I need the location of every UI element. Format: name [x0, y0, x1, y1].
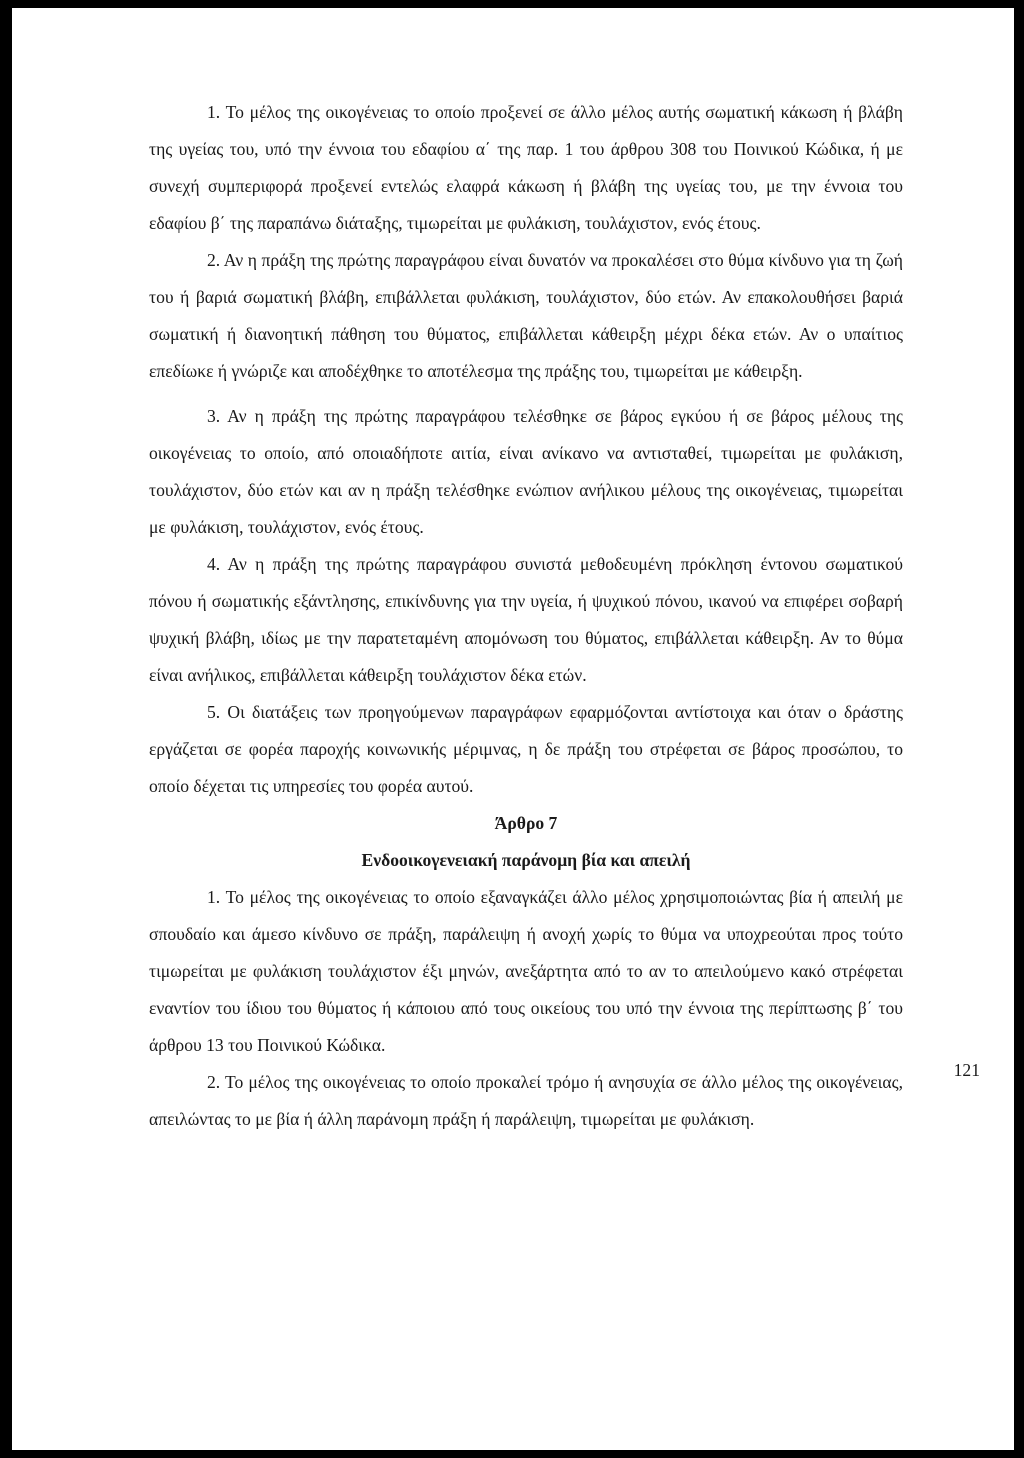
document-body: [149, 94, 903, 1138]
page-number: 121: [953, 1060, 980, 1080]
article-title-heading: Ενδοοικογενειακή παράνομη βία και απειλή: [361, 850, 691, 870]
article-7-paragraph-2: 2. Το μέλος της οικογένειας το οποίο προκαλεί τρόμο ή ανησυχία σε άλλο μέλος της οικογένειας, απειλώντας το με βία ή άλλη παράνομη πράξη ή παράλειψη, τιμωρείται με φυλάκιση.: [149, 1072, 903, 1129]
paragraph-2: 2. Αν η πράξη της πρώτης παραγράφου είναι δυνατόν να προκαλέσει στο θύμα κίνδυνο για τη ζωή του ή βαριά σωματική βλάβη, επιβάλλεται φυλάκιση, τουλάχιστον, δύο ετών. Αν επακολουθήσει βαριά σωματική ή διανοητική πάθηση του θύματος, επιβάλλεται κάθειρξη μέχρι δέκα ετών. Αν ο υπαίτιος επεδίωκε ή γνώριζε και αποδέχθηκε το αποτέλεσμα της πράξης του, τιμωρείται με κάθειρξη.: [149, 250, 903, 381]
paragraph-1: 1. Το μέλος της οικογένειας το οποίο προξενεί σε άλλο μέλος αυτής σωματική κάκωση ή βλάβη της υγείας του, υπό την έννοια του εδαφίου α΄ της παρ. 1 του άρθρου 308 του Ποινικού Κώδικα, ή με συνεχή συμπεριφορά προξενεί εντελώς ελαφρά κάκωση ή βλάβη της υγείας του, με την έννοια του εδαφίου β΄ της παραπάνω διάταξης, τιμωρείται με φυλάκιση, τουλάχιστον, ενός έτους.: [149, 102, 903, 233]
paragraph-5: 5. Οι διατάξεις των προηγούμενων παραγράφων εφαρμόζονται αντίστοιχα και όταν ο δράστης εργάζεται σε φορέα παροχής κοινωνικής μέριμνας, η δε πράξη του στρέφεται σε βάρος προσώπου, το οποίο δέχεται τις υπηρεσίες του φορέα αυτού.: [149, 702, 903, 796]
paragraph-4: 4. Αν η πράξη της πρώτης παραγράφου συνιστά μεθοδευμένη πρόκληση έντονου σωματικού πόνου ή σωματικής εξάντλησης, επικίνδυνης για την υγεία, ή ψυχικού πόνου, ικανού να επιφέρει σοβαρή ψυχική βλάβη, ιδίως με την παρατεταμένη απομόνωση του θύματος, επιβάλλεται κάθειρξη. Αν το θύμα είναι ανήλικος, επιβάλλεται κάθειρξη τουλάχιστον δέκα ετών.: [149, 554, 903, 685]
article-number-heading: Άρθρο 7: [494, 813, 558, 833]
document-sheet: [12, 8, 1014, 1450]
paragraph-3: 3. Αν η πράξη της πρώτης παραγράφου τελέσθηκε σε βάρος εγκύου ή σε βάρος μέλους της οικογένειας το οποίο, από οποιαδήποτε αιτία, είναι ανίκανο να αντισταθεί, τιμωρείται με φυλάκιση, τουλάχιστον, δύο ετών και αν η πράξη τελέσθηκε ενώπιον ανήλικου μέλους της οικογένειας, τιμωρείται με φυλάκιση, τουλάχιστον, ενός έτους.: [149, 406, 903, 537]
article-7-paragraph-1: 1. Το μέλος της οικογένειας το οποίο εξαναγκάζει άλλο μέλος χρησιμοποιώντας βία ή απειλή με σπουδαίο και άμεσο κίνδυνο σε πράξη, παράλειψη ή ανοχή χωρίς το θύμα να υποχρεούται προς τούτο τιμωρείται με φυλάκιση τουλάχιστον έξι μηνών, ανεξάρτητα από το αν το απειλούμενο κακό στρέφεται εναντίον του ίδιου του θύματος ή κάποιου από τους οικείους του υπό την έννοια της περίπτωσης β΄ του άρθρου 13 του Ποινικού Κώδικα.: [149, 887, 903, 1055]
